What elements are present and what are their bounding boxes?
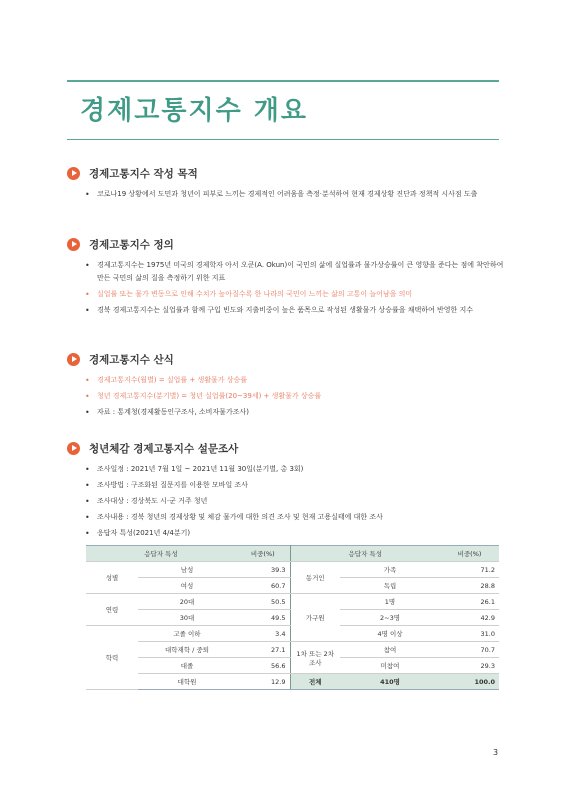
table-header-row [86, 546, 499, 562]
table-header-cell: 비중(%) [236, 546, 290, 562]
table-header-cell: 비중(%) [440, 546, 499, 562]
table-cell: 독립 [340, 578, 440, 594]
play-circle-icon [67, 442, 80, 455]
table-cell: 42.9 [440, 610, 499, 626]
section-title: 경제고통지수 정의 [89, 238, 174, 251]
list-item: • 자료 : 통계청(경제활동인구조사, 소비자물가조사) [85, 406, 507, 419]
table-cell: 3.4 [236, 626, 290, 642]
section-formula [67, 351, 507, 422]
title-bottom-rule [67, 139, 499, 140]
section-title: 경제고통지수 작성 목적 [89, 167, 198, 180]
table-row [86, 594, 499, 610]
table-cell: 가족 [340, 562, 440, 578]
list-item: • 조사내용 : 경북 청년의 경제상황 및 체감 물가에 대한 의견 조사 및 현재 고용실태에 대한 조사 [85, 511, 507, 524]
table-header-cell: 응답자 특성 [86, 546, 236, 562]
table-total-value: 100.0 [440, 674, 499, 690]
table-group-cell: 성별 [86, 562, 138, 594]
table-cell: 26.1 [440, 594, 499, 610]
section-purpose [67, 165, 507, 204]
list-item: • 응답자 특성(2021년 4/4분기) [85, 527, 507, 540]
list-item: • 코로나19 상황에서 도민과 청년이 피부로 느끼는 경제적인 어려움을 측정·분석하여 현재 경제상황 진단과 정책적 시사점 도출 [85, 188, 507, 201]
table-group-cell: 가구원 [290, 594, 340, 642]
title-top-rule [67, 80, 499, 82]
table-cell: 50.5 [236, 594, 290, 610]
table-row [86, 642, 499, 658]
table-cell: 2~3명 [340, 610, 440, 626]
table-cell: 1명 [340, 594, 440, 610]
table-cell: 미참여 [340, 658, 440, 674]
table-cell: 27.1 [236, 642, 290, 658]
section-title: 경제고통지수 산식 [89, 353, 174, 366]
page-number: 3 [493, 748, 499, 757]
table-cell: 참여 [340, 642, 440, 658]
table-group-cell: 학력 [86, 626, 138, 690]
table-cell: 70.7 [440, 642, 499, 658]
table-cell: 4명 이상 [340, 626, 440, 642]
list-item: • 경제고통지수는 1975년 미국의 경제학자 아서 오쿤(A. Okun)이 국민의 삶에 실업률과 물가상승률이 큰 영향을 준다는 점에 착안하여 만든 국민의 삶의 질을 측정하기 위한 지표 [85, 259, 507, 285]
section-survey [67, 440, 507, 543]
table-header-cell: 응답자 특성 [290, 546, 440, 562]
list-item: • 조사일정 : 2021년 7월 1일 ~ 2021년 11월 30일(분기별, 총 3회) [85, 463, 507, 476]
table-cell: 대학원 [138, 674, 236, 690]
list-item: • 조사방법 : 구조화된 질문지를 이용한 모바일 조사 [85, 479, 507, 492]
list-item-highlight: • 청년 경제고통지수(분기별) = 청년 실업률(20~39세) + 생활물가 상승률 [85, 390, 507, 403]
table-cell: 남성 [138, 562, 236, 578]
list-item: • 조사대상 : 경상북도 시·군 거주 청년 [85, 495, 507, 508]
table-cell: 31.0 [440, 626, 499, 642]
table-cell: 71.2 [440, 562, 499, 578]
table-cell: 60.7 [236, 578, 290, 594]
table-cell: 20대 [138, 594, 236, 610]
table-cell: 대학재학 / 중퇴 [138, 642, 236, 658]
table-cell: 30대 [138, 610, 236, 626]
table-group-cell: 연령 [86, 594, 138, 626]
page-title: 경제고통지수 개요 [80, 96, 308, 126]
play-circle-icon [67, 353, 80, 366]
table-cell: 56.6 [236, 658, 290, 674]
table-cell: 12.9 [236, 674, 290, 690]
respondent-table [86, 545, 499, 690]
list-item-highlight: • 실업률 또는 물가 변동으로 인해 수치가 높아질수록 한 나라의 국민이 느끼는 삶의 고통이 늘어남을 의미 [85, 288, 507, 301]
section-title: 청년체감 경제고통지수 설문조사 [89, 442, 239, 455]
table-cell: 28.8 [440, 578, 499, 594]
table-cell: 고졸 이하 [138, 626, 236, 642]
list-item: • 경북 경제고통지수는 실업률과 함께 구입 빈도와 지출비중이 높은 품목으로 작성된 생활물가 상승률을 채택하여 반영한 지수 [85, 304, 507, 317]
table-total-count: 410명 [340, 674, 440, 690]
table-cell: 29.3 [440, 658, 499, 674]
list-item-highlight: • 경제고통지수(월별) = 실업률 + 생활물가 상승률 [85, 374, 507, 387]
table-row-total [86, 674, 499, 690]
table-group-cell: 동거인 [290, 562, 340, 594]
play-circle-icon [67, 238, 80, 251]
play-circle-icon [67, 167, 80, 180]
table-cell: 여성 [138, 578, 236, 594]
table-group-cell: 1차 또는 2차 조사 [290, 642, 340, 674]
table-total-label: 전체 [290, 674, 340, 690]
table-cell: 대졸 [138, 658, 236, 674]
table-row [86, 562, 499, 578]
section-definition [67, 236, 507, 320]
table-cell: 39.3 [236, 562, 290, 578]
table-cell: 49.5 [236, 610, 290, 626]
